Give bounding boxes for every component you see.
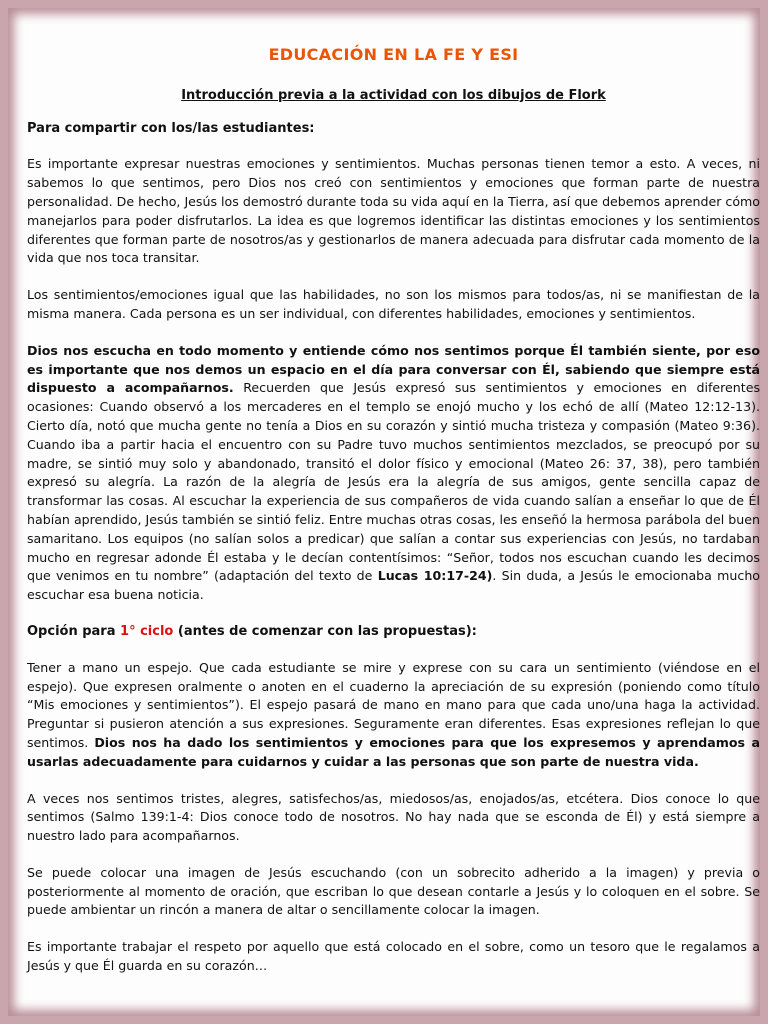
paragraph-respect: Es importante trabajar el respeto por aquello que está colocado en el sobre, como un tesoro que le regalamos a Jesús y que Él guarda en su corazón… [27,939,760,974]
page-frame [8,8,760,1016]
paragraph-god-listens-bold: Dios nos escucha en todo momento y entiende cómo nos sentimos porque Él también siente, por eso es importante que nos demos un espacio en el día para conversar con Él, sabiendo que siempre está dispuesto a acompañarnos. [27,342,760,396]
paragraph-mirror-bold: Dios nos ha dado los sentimientos y emociones para que los expresemos y aprendamos a usarlas adecuadamente para cuidarnos y cuidar a las personas que son parte de nuestra vida. [27,734,760,769]
bible-reference: Lucas 10:17-24) [377,568,493,584]
document-subtitle: Introducción previa a la actividad con los dibujos de Flork [181,87,606,103]
paragraph-god-listens-text: Recuerden que Jesús expresó sus sentimientos y emociones en diferentes ocasiones: Cuando observó a los mercaderes en el templo se enojó mucho y los echó de allí (Mateo 12:12-13). Cierto día, notó que mucha gente no tenía a Dios en su corazón y sintió mucha tristeza y compasión (Mateo 9:36). Cuando iba a partir hacia el encuentro con su Padre tuvo muchos sentimientos mezclados, se preocupó por su madre, se sintió muy solo y abandonado, transitó el dolor físico y emocional (Mateo 26: 37, 38), pero también expresó su alegría. La razón de la alegría de Jesús era la alegría de sus amigos, gente sencilla capaz de transformar las cosas. Al escuchar la experiencia de sus compañeros de vida cuando salían a enseñar lo que de Él habían aprendido, Jesús también se sintió feliz. Entre muchas otras cosas, les enseñó la hermosa parábola del buen samaritano. Los equipos (no salían solos a predicar) que salían a contar sus experiencias con Jesús, no tardaban mucho en regresar adonde Él estaba y le decían contentísimos: “Señor, todos nos escuchan cuando les decimos que venimos en tu nombre” (adaptación del texto de [27,380,761,584]
paragraph-mirror-activity [27,659,760,772]
section-heading-share: Para compartir con los/las estudiantes: [27,120,315,136]
paragraph-god-listens-end: . Sin duda, a Jesús le emocionaba mucho escuchar esa buena noticia. [27,568,760,603]
document-title: EDUCACIÓN EN LA FE Y ESI [268,45,519,64]
paragraph-god-listens [27,342,760,605]
cycle-label: 1° ciclo [120,623,174,639]
paragraph-mirror-text: Tener a mano un espejo. Que cada estudiante se mire y exprese con su cara un sentimiento (viéndose en el espejo). Que expresen oralmente o anoten en el cuaderno la apreciación de su expresión (poniendo como título “Mis emociones y sentimientos”). El espejo pasará de mano en mano para que cada uno/una haga la actividad. Preguntar si pusieron atención a sus expresiones. Seguramente eran diferentes. Esas expresiones reflejan lo que sentimos. [27,659,760,750]
paragraph-jesus-image: Se puede colocar una imagen de Jesús escuchando (con un sobrecito adherido a la imagen) y previa o posteriormente al momento de oración, que escriban lo que desean contarle a Jesús y lo coloquen en el sobre. Se puede ambientar un rincón a manera de altar o sencillamente colocar la imagen. [27,864,760,918]
paragraph-emotions-list: A veces nos sentimos tristes, alegres, satisfechos/as, miedosos/as, enojados/as, etcétera. Dios conoce lo que sentimos (Salmo 139:1-4: Dios conoce todo de nosotros. No hay nada que se esconda de Él) y está siempre a nuestro lado para acompañarnos. [27,790,760,844]
section-heading-before: (antes de comenzar con las propuestas): [173,623,477,639]
paragraph-feelings: Los sentimientos/emociones igual que las habilidades, no son los mismos para todos/as, ni se manifiestan de la misma manera. Cada persona es un ser individual, con diferentes habilidades, emociones y sentimientos. [27,287,760,321]
document-body [27,46,760,990]
section-heading-first-cycle [27,623,760,642]
section-heading-option: Opción para [27,623,121,639]
paragraph-intro: Es importante expresar nuestras emociones y sentimientos. Muchas personas tienen temor a esto. A veces, ni sabemos lo que sentimos, pero Dios nos creó con sentimientos y emociones que forman parte de nuestra personalidad. De hecho, Jesús los demostró durante toda su vida aquí en la Tierra, así que debemos aprender cómo manejarlos para poder disfrutarlos. La idea es que logremos identificar las distintas emociones y los sentimientos diferentes que forman parte de nosotros/as y gestionarlos de manera adecuada para disfrutar cada momento de la vida que nos toca transitar. [27,156,760,266]
